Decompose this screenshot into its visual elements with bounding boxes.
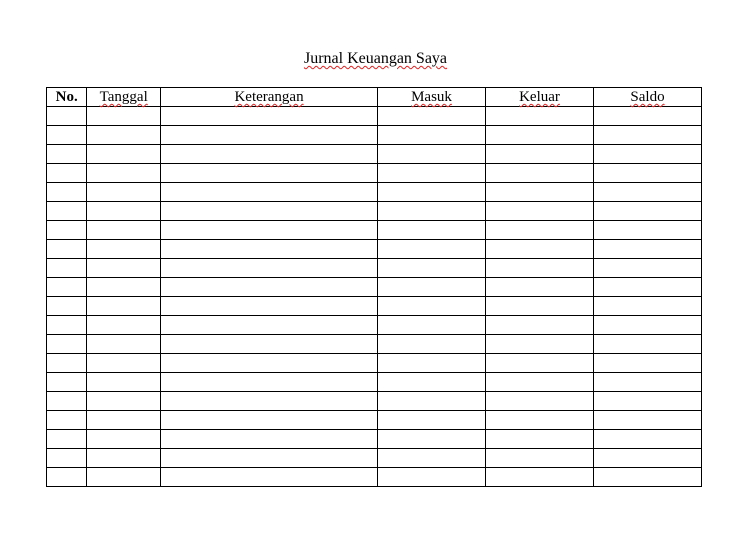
table-cell[interactable] <box>87 354 161 373</box>
table-cell[interactable] <box>593 183 701 202</box>
table-cell[interactable] <box>378 240 486 259</box>
table-cell[interactable] <box>47 240 87 259</box>
table-cell[interactable] <box>87 259 161 278</box>
table-cell[interactable] <box>486 392 594 411</box>
table-cell[interactable] <box>378 164 486 183</box>
table-cell[interactable] <box>47 164 87 183</box>
header-tanggal <box>87 88 161 107</box>
table-row <box>47 373 702 392</box>
table-cell[interactable] <box>161 449 378 468</box>
table-cell[interactable] <box>87 126 161 145</box>
header-keterangan <box>161 88 378 107</box>
table-cell[interactable] <box>593 221 701 240</box>
table-cell[interactable] <box>486 373 594 392</box>
table-cell[interactable] <box>47 297 87 316</box>
table-cell[interactable] <box>593 240 701 259</box>
table-cell[interactable] <box>87 373 161 392</box>
table-cell[interactable] <box>486 221 594 240</box>
page-title <box>0 49 751 69</box>
table-cell[interactable] <box>378 354 486 373</box>
table-cell[interactable] <box>161 430 378 449</box>
journal-table <box>46 87 702 487</box>
table-cell[interactable] <box>161 297 378 316</box>
table-cell[interactable] <box>161 373 378 392</box>
table-cell[interactable] <box>161 202 378 221</box>
table-cell[interactable] <box>87 221 161 240</box>
table-cell[interactable] <box>47 373 87 392</box>
header-saldo-label: Saldo <box>630 89 665 105</box>
table-cell[interactable] <box>593 297 701 316</box>
table-row <box>47 145 702 164</box>
table-cell[interactable] <box>47 316 87 335</box>
table-cell[interactable] <box>47 221 87 240</box>
table-cell[interactable] <box>486 411 594 430</box>
table-cell[interactable] <box>161 392 378 411</box>
table-cell[interactable] <box>593 392 701 411</box>
table-cell[interactable] <box>87 392 161 411</box>
table-row <box>47 449 702 468</box>
table-cell[interactable] <box>161 126 378 145</box>
table-cell[interactable] <box>378 202 486 221</box>
table-cell[interactable] <box>486 183 594 202</box>
table-cell[interactable] <box>486 202 594 221</box>
table-body <box>47 107 702 487</box>
table-row <box>47 468 702 487</box>
table-cell[interactable] <box>593 202 701 221</box>
table-cell[interactable] <box>87 164 161 183</box>
table-row <box>47 183 702 202</box>
table-row <box>47 316 702 335</box>
table-cell[interactable] <box>87 430 161 449</box>
table-cell[interactable] <box>161 278 378 297</box>
table-cell[interactable] <box>486 126 594 145</box>
table-cell[interactable] <box>378 468 486 487</box>
table-header-row <box>47 88 702 107</box>
table-cell[interactable] <box>47 449 87 468</box>
table-cell[interactable] <box>378 297 486 316</box>
header-keluar-label: Keluar <box>519 89 560 105</box>
table-cell[interactable] <box>486 297 594 316</box>
table-cell[interactable] <box>87 449 161 468</box>
table-cell[interactable] <box>47 335 87 354</box>
table-cell[interactable] <box>161 335 378 354</box>
table-cell[interactable] <box>378 221 486 240</box>
table-cell[interactable] <box>378 278 486 297</box>
table-cell[interactable] <box>47 411 87 430</box>
table-cell[interactable] <box>593 145 701 164</box>
table-cell[interactable] <box>378 430 486 449</box>
header-keluar <box>486 88 594 107</box>
table-cell[interactable] <box>47 392 87 411</box>
table-row <box>47 335 702 354</box>
header-no-label: No. <box>55 89 78 105</box>
table-cell[interactable] <box>47 126 87 145</box>
table-cell[interactable] <box>593 335 701 354</box>
table-cell[interactable] <box>486 354 594 373</box>
table-cell[interactable] <box>593 164 701 183</box>
table-row <box>47 278 702 297</box>
table-cell[interactable] <box>593 354 701 373</box>
table-cell[interactable] <box>161 259 378 278</box>
title-text: Jurnal Keuangan Saya <box>303 50 448 67</box>
table-cell[interactable] <box>593 259 701 278</box>
table-row <box>47 107 702 126</box>
table-cell[interactable] <box>486 430 594 449</box>
table-cell[interactable] <box>378 183 486 202</box>
header-no <box>47 88 87 107</box>
table-cell[interactable] <box>593 411 701 430</box>
table-cell[interactable] <box>486 335 594 354</box>
table-cell[interactable] <box>486 468 594 487</box>
table-row <box>47 126 702 145</box>
table-cell[interactable] <box>47 278 87 297</box>
table-cell[interactable] <box>378 316 486 335</box>
table-cell[interactable] <box>161 316 378 335</box>
table-cell[interactable] <box>47 430 87 449</box>
table-cell[interactable] <box>47 468 87 487</box>
header-tanggal-label: Tanggal <box>99 89 148 105</box>
table-row <box>47 354 702 373</box>
table-cell[interactable] <box>47 183 87 202</box>
table-cell[interactable] <box>378 259 486 278</box>
header-keterangan-label: Keterangan <box>234 89 304 105</box>
table-cell[interactable] <box>486 259 594 278</box>
table-cell[interactable] <box>47 354 87 373</box>
table-cell[interactable] <box>378 373 486 392</box>
header-masuk-label: Masuk <box>411 89 452 105</box>
table-row <box>47 164 702 183</box>
table-cell[interactable] <box>87 240 161 259</box>
table-cell[interactable] <box>87 278 161 297</box>
table-cell[interactable] <box>378 126 486 145</box>
table-cell[interactable] <box>593 373 701 392</box>
table-cell[interactable] <box>87 297 161 316</box>
table-row <box>47 259 702 278</box>
table-cell[interactable] <box>87 202 161 221</box>
table-cell[interactable] <box>378 335 486 354</box>
table-cell[interactable] <box>486 449 594 468</box>
table-cell[interactable] <box>486 145 594 164</box>
table-row <box>47 297 702 316</box>
table-row <box>47 430 702 449</box>
table-cell[interactable] <box>87 145 161 164</box>
table-cell[interactable] <box>378 107 486 126</box>
table-cell[interactable] <box>161 468 378 487</box>
table-row <box>47 202 702 221</box>
table-cell[interactable] <box>47 145 87 164</box>
table-cell[interactable] <box>161 145 378 164</box>
table-cell[interactable] <box>161 107 378 126</box>
table-cell[interactable] <box>87 107 161 126</box>
table-cell[interactable] <box>47 202 87 221</box>
table-cell[interactable] <box>161 183 378 202</box>
table-row <box>47 240 702 259</box>
table-cell[interactable] <box>161 354 378 373</box>
table-cell[interactable] <box>87 468 161 487</box>
table-cell[interactable] <box>47 107 87 126</box>
table-cell[interactable] <box>486 316 594 335</box>
table-cell[interactable] <box>486 164 594 183</box>
table-cell[interactable] <box>87 335 161 354</box>
table-cell[interactable] <box>486 107 594 126</box>
table-cell[interactable] <box>486 278 594 297</box>
header-saldo <box>593 88 701 107</box>
table-cell[interactable] <box>378 392 486 411</box>
table-row <box>47 411 702 430</box>
table-cell[interactable] <box>593 449 701 468</box>
table-cell[interactable] <box>87 316 161 335</box>
table-cell[interactable] <box>378 449 486 468</box>
table-cell[interactable] <box>593 316 701 335</box>
table-cell[interactable] <box>593 430 701 449</box>
table-cell[interactable] <box>161 240 378 259</box>
table-cell[interactable] <box>593 107 701 126</box>
table-cell[interactable] <box>47 259 87 278</box>
table-cell[interactable] <box>486 240 594 259</box>
table-cell[interactable] <box>378 145 486 164</box>
table-cell[interactable] <box>593 278 701 297</box>
table-cell[interactable] <box>161 411 378 430</box>
table-cell[interactable] <box>593 126 701 145</box>
table-row <box>47 221 702 240</box>
table-row <box>47 392 702 411</box>
table-cell[interactable] <box>378 411 486 430</box>
header-masuk <box>378 88 486 107</box>
table-cell[interactable] <box>593 468 701 487</box>
table-cell[interactable] <box>161 221 378 240</box>
table-cell[interactable] <box>87 183 161 202</box>
table-cell[interactable] <box>161 164 378 183</box>
table-cell[interactable] <box>87 411 161 430</box>
